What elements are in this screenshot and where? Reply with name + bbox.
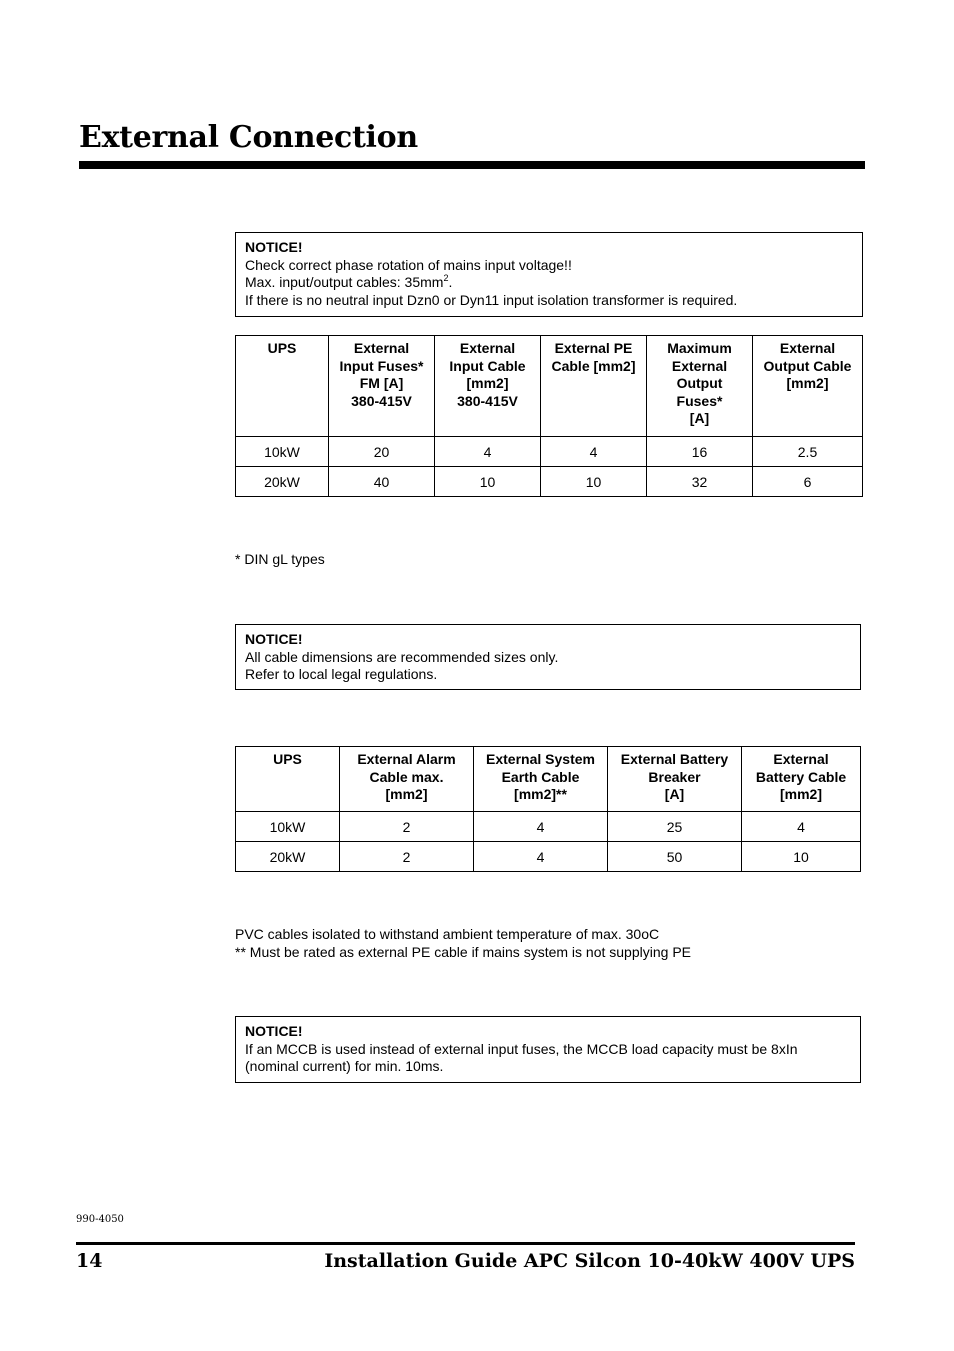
column-header: UPS	[236, 747, 340, 812]
page-number: 14	[76, 1250, 103, 1272]
column-header: External Battery Breaker [A]	[608, 747, 742, 812]
table-cell: 10kW	[236, 812, 340, 842]
table-row	[236, 842, 861, 872]
notice-cable-size-text: Max. input/output cables: 35mm	[245, 274, 444, 290]
notice-heading: NOTICE!	[245, 1023, 303, 1039]
title-rule	[79, 161, 865, 169]
notice-line	[245, 274, 853, 292]
document-number: 990-4050	[76, 1214, 124, 1225]
table-cell: 2	[340, 812, 474, 842]
table-cell: 10	[742, 842, 861, 872]
column-header: External Output Cable [mm2]	[753, 336, 863, 437]
table-cell: 20kW	[236, 467, 329, 497]
table-header-row	[236, 336, 863, 437]
column-header: External Input Fuses* FM [A] 380-415V	[329, 336, 435, 437]
table-cell: 10	[541, 467, 647, 497]
notice-line: If an MCCB is used instead of external input fuses, the MCCB load capacity must be 8xIn	[245, 1040, 798, 1057]
table-cell: 25	[608, 812, 742, 842]
footnote-line: PVC cables isolated to withstand ambient temperature of max. 30oC	[235, 926, 660, 942]
notice-line: If there is no neutral input Dzn0 or Dyn11 input isolation transformer is required.	[245, 291, 738, 308]
table-cell: 4	[435, 437, 541, 467]
notice-line: (nominal current) for min. 10ms.	[245, 1058, 444, 1074]
column-header: External Battery Cable [mm2]	[742, 747, 861, 812]
notice-line: All cable dimensions are recommended sizes only.	[245, 648, 559, 665]
table-cell: 6	[753, 467, 863, 497]
table-cell: 20	[329, 437, 435, 467]
table-cell: 4	[742, 812, 861, 842]
column-header: External PE Cable [mm2]	[541, 336, 647, 437]
table-cell: 2	[340, 842, 474, 872]
table-cell: 10	[435, 467, 541, 497]
table-cell: 40	[329, 467, 435, 497]
column-header: Maximum External Output Fuses* [A]	[647, 336, 753, 437]
alarm-battery-table	[235, 746, 861, 872]
page-title: External Connection	[79, 120, 418, 155]
table-cell: 16	[647, 437, 753, 467]
fuse-cable-table	[235, 335, 863, 497]
table-cell: 4	[541, 437, 647, 467]
table-row	[236, 812, 861, 842]
footnote-din: * DIN gL types	[235, 551, 325, 567]
table-cell: 20kW	[236, 842, 340, 872]
table-header-row	[236, 747, 861, 812]
column-header: External Alarm Cable max. [mm2]	[340, 747, 474, 812]
notice-line: Refer to local legal regulations.	[245, 666, 438, 682]
table-cell: 4	[474, 812, 608, 842]
column-header: UPS	[236, 336, 329, 437]
superscript: 2	[443, 273, 449, 283]
footnote-line: ** Must be rated as external PE cable if mains system is not supplying PE	[235, 944, 691, 960]
notice-box-phase	[235, 232, 863, 317]
column-header: External Input Cable [mm2] 380-415V	[435, 336, 541, 437]
table-row	[236, 437, 863, 467]
notice-box-dimensions	[235, 624, 861, 690]
notice-heading: NOTICE!	[245, 631, 303, 647]
column-header: External System Earth Cable [mm2]**	[474, 747, 608, 812]
footnote-cables	[235, 925, 691, 961]
footer-rule	[76, 1242, 855, 1245]
table-cell: 2.5	[753, 437, 863, 467]
notice-line: Check correct phase rotation of mains input voltage!!	[245, 256, 572, 273]
table-cell: 32	[647, 467, 753, 497]
notice-box-mccb	[235, 1016, 861, 1083]
table-cell: 10kW	[236, 437, 329, 467]
table-row	[236, 467, 863, 497]
table-cell: 4	[474, 842, 608, 872]
table-cell: 50	[608, 842, 742, 872]
guide-title: Installation Guide APC Silcon 10-40kW 400V UPS	[324, 1250, 855, 1272]
notice-punctuation: .	[448, 274, 453, 290]
notice-heading: NOTICE!	[245, 239, 303, 255]
